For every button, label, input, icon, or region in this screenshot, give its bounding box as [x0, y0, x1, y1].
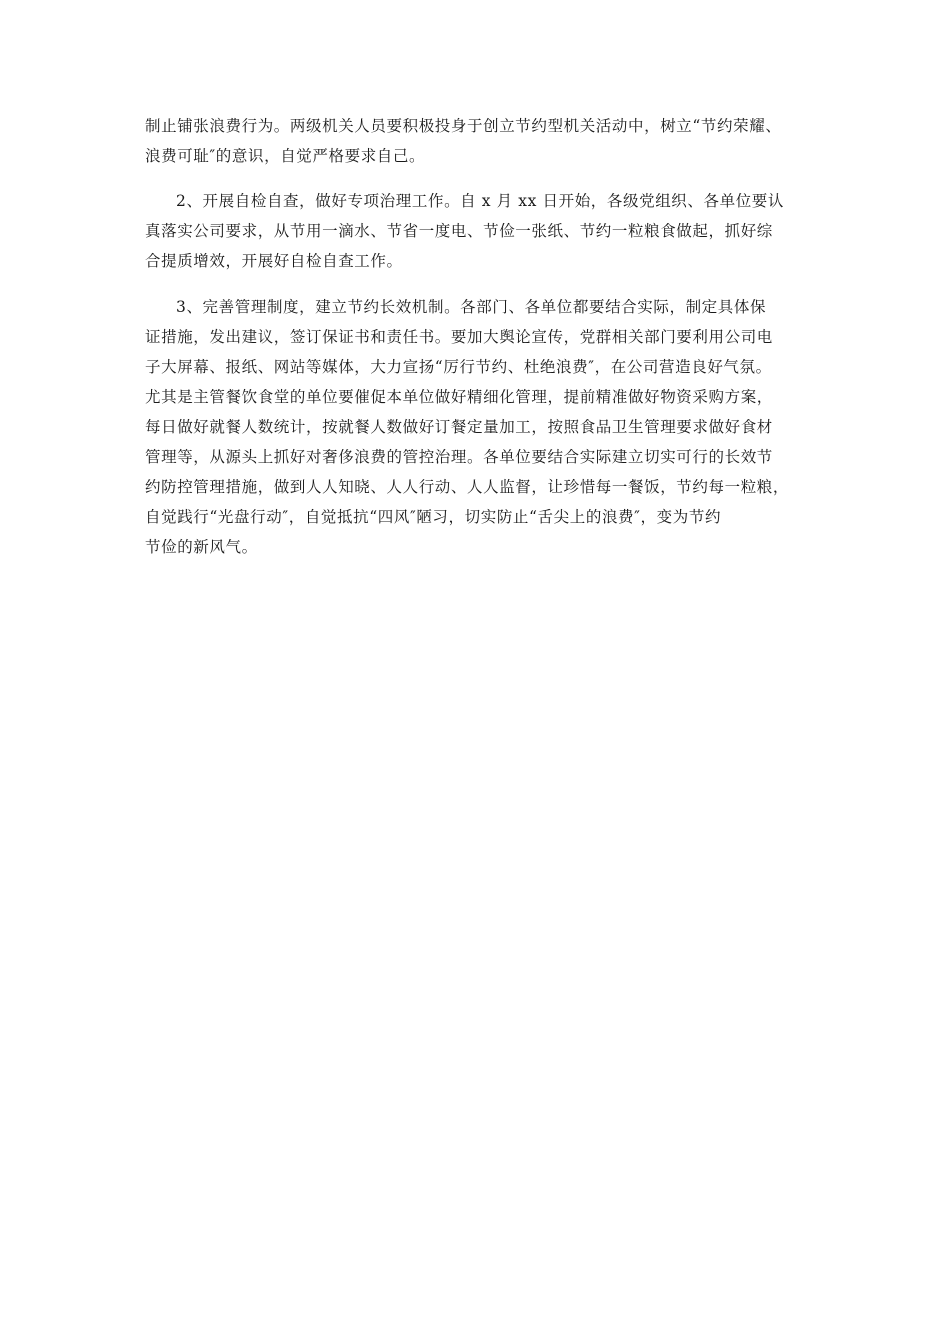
- paragraph-3-first-line: 3、完善管理制度，建立节约长效机制。各部门、各单位都要结合实际，制定具体保: [176, 298, 767, 316]
- text-line: 制止铺张浪费行为。两级机关人员要积极投身于创立节约型机关活动中，树立“节约荣耀、: [145, 117, 782, 135]
- text-line: 自觉践行“光盘行动″，自觉抵抗“四风″陋习，切实防止“舌尖上的浪费″，变为节约: [145, 508, 722, 526]
- text-line: 证措施，发出建议，签订保证书和责任书。要加大舆论宣传，党群相关部门要利用公司电: [145, 328, 773, 346]
- text-line: 节俭的新风气。: [145, 538, 258, 556]
- text-line: 子大屏幕、报纸、网站等媒体，大力宣扬“厉行节约、杜绝浪费″，在公司营造良好气氛。: [145, 358, 772, 376]
- text-line: 合提质增效，开展好自检自查工作。: [145, 252, 403, 270]
- text-line: 浪费可耻″的意识，自觉严格要求自己。: [145, 147, 426, 165]
- text-line: 真落实公司要求，从节用一滴水、节省一度电、节俭一张纸、节约一粒粮食做起，抓好综: [145, 222, 773, 240]
- paragraph-2-first-line: 2、开展自检自查，做好专项治理工作。自 x 月 xx 日开始，各级党组织、各单位要认: [176, 192, 784, 210]
- text-line: 约防控管理措施，做到人人知晓、人人行动、人人监督，让珍惜每一餐饭，节约每一粒粮，: [145, 478, 790, 496]
- text-line: 管理等，从源头上抓好对奢侈浪费的管控治理。各单位要结合实际建立切实可行的长效节: [145, 448, 773, 466]
- text-line: 每日做好就餐人数统计，按就餐人数做好订餐定量加工，按照食品卫生管理要求做好食材: [145, 418, 773, 436]
- text-line: 尤其是主管餐饮食堂的单位要催促本单位做好精细化管理，提前精准做好物资采购方案，: [145, 388, 773, 406]
